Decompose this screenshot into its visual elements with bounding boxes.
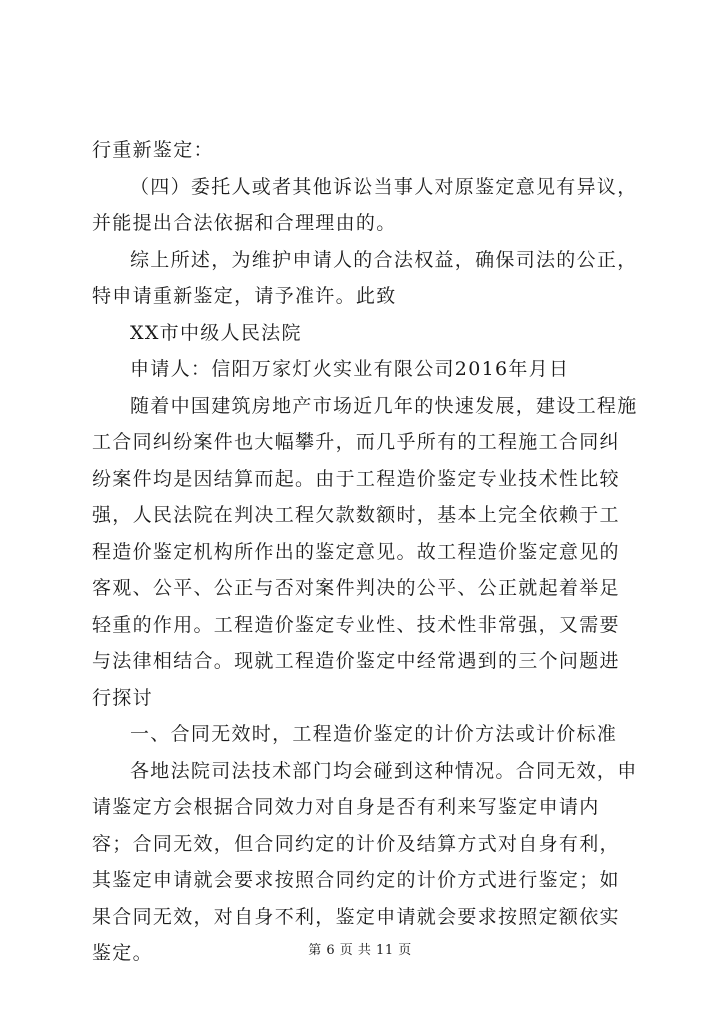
section-heading-1: 一、合同无效时，工程造价鉴定的计价方法或计价标准 (130, 723, 618, 745)
document-body (92, 132, 638, 972)
paragraph-continuation: 行重新鉴定： (92, 139, 214, 161)
paragraph-item-four: （四）委托人或者其他诉讼当事人对原鉴定意见有异议，并能提出合法依据和合理理由的。 (92, 175, 638, 234)
paragraph-invalid-contract: 各地法院司法技术部门均会碰到这种情况。合同无效，申请鉴定方会根据合同效力对自身是否有利来写鉴定申请内容；合同无效，但合同约定的计价及结算方式对自身有利，其鉴定申请就会要求按照合同约定的计价方式进行鉴定；如果合同无效，对自身不利，鉴定申请就会要求按照定额依实鉴定。 (92, 759, 638, 964)
paragraph-applicant: 申请人：信阳万家灯火实业有限公司2016年月日 (130, 358, 570, 380)
page-number-footer: 第 6 页 共 11 页 (308, 943, 412, 958)
paragraph-background: 随着中国建筑房地产市场近几年的快速发展，建设工程施工合同纠纷案件也大幅攀升，而几乎所有的工程施工合同纠纷案件均是因结算而起。由于工程造价鉴定专业技术性比较强，人民法院在判决工程欠款数额时，基本上完全依赖于工程造价鉴定机构所作出的鉴定意见。故工程造价鉴定意见的客观、公平、公正与否对案件判决的公平、公正就起着举足轻重的作用。工程造价鉴定专业性、技术性非常强，又需要与法律相结合。现就工程造价鉴定中经常遇到的三个问题进行探讨 (92, 394, 638, 709)
paragraph-conclusion: 综上所述，为维护申请人的合法权益，确保司法的公正，特申请重新鉴定，请予准许。此致 (92, 248, 638, 307)
paragraph-court-name: XX市中级人民法院 (130, 321, 302, 344)
